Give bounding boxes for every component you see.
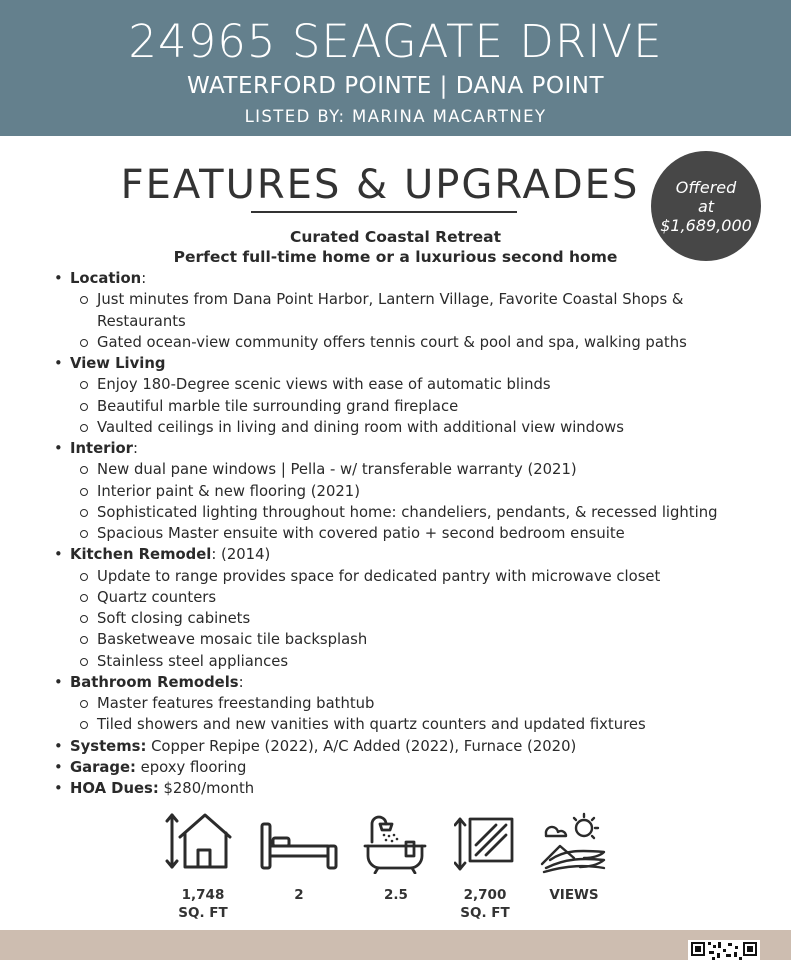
title-underline (251, 211, 517, 213)
community-name: WATERFORD POINTE | DANA POINT (186, 73, 605, 99)
section-label: Location (70, 270, 142, 287)
bedrooms-value: 2 (294, 887, 304, 903)
features-list (70, 268, 770, 799)
feature-item: Interior paint & new flooring (2021) (97, 481, 770, 502)
lot-size-unit: SQ. FT (460, 905, 510, 921)
feature-item: Soft closing cabinets (97, 608, 770, 629)
feature-section (70, 438, 770, 459)
feature-item: Enjoy 180-Degree scenic views with ease of automatic blinds (97, 374, 770, 395)
sqft-unit: SQ. FT (178, 905, 228, 921)
feature-section (70, 672, 770, 693)
offer-at-label: at (697, 196, 715, 216)
feature-item: Gated ocean-view community offers tennis court & pool and spa, walking paths (97, 332, 770, 353)
feature-section (70, 544, 770, 565)
feature-item: Vaulted ceilings in living and dining room with additional view windows (97, 417, 770, 438)
feature-item: Basketweave mosaic tile backsplash (97, 629, 770, 650)
section-detail: epoxy flooring (135, 758, 247, 776)
lot-size-icon (454, 814, 516, 874)
sqft-stat (163, 886, 243, 922)
qr-code[interactable] (688, 940, 760, 960)
tagline: Curated Coastal Retreat (289, 228, 502, 246)
section-label: Interior (70, 440, 133, 457)
feature-item: Spacious Master ensuite with covered patio + second bedroom ensuite (97, 523, 770, 544)
feature-item: Tiled showers and new vanities with quartz counters and updated fixtures (97, 714, 770, 735)
header-banner (0, 0, 791, 136)
section-label: Bathroom Remodels (70, 673, 239, 691)
bathtub-icon (362, 812, 428, 874)
section-label: Systems: (70, 737, 147, 755)
feature-item: Sophisticated lighting throughout home: chandeliers, pendants, & recessed lighting (97, 502, 770, 523)
bedrooms-stat (279, 886, 319, 904)
views-label: VIEWS (549, 887, 599, 903)
section-detail: : (141, 270, 147, 287)
views-stat (534, 886, 614, 904)
feature-item: Master features freestanding bathtub (97, 693, 770, 714)
section-label: View Living (70, 355, 166, 372)
feature-item: Beautiful marble tile surrounding grand fireplace (97, 396, 770, 417)
feature-item: Quartz counters (97, 587, 770, 608)
feature-item: Update to range provides space for dedicated pantry with microwave closet (97, 566, 770, 587)
section-label: HOA Dues: (70, 780, 159, 797)
feature-item: Stainless steel appliances (97, 651, 770, 672)
sub-tagline: Perfect full-time home or a luxurious second home (173, 248, 618, 266)
section-detail: Copper Repipe (2022), A/C Added (2022), Furnace (2020) (146, 737, 577, 755)
ocean-view-icon (540, 812, 608, 874)
page-title: FEATURES & UPGRADES (120, 162, 640, 208)
feature-section (70, 268, 770, 289)
offer-price: $1,689,000 (660, 215, 752, 235)
bathrooms-value: 2.5 (384, 887, 408, 903)
section-detail: : (238, 673, 244, 691)
section-detail: : (132, 440, 138, 457)
feature-section (70, 736, 770, 757)
section-label: Kitchen Remodel (70, 546, 212, 564)
feature-item: New dual pane windows | Pella - w/ transferable warranty (2021) (97, 459, 770, 480)
footer-band (0, 930, 791, 960)
lot-size-value: 2,700 (463, 887, 507, 903)
section-detail: : (2014) (211, 546, 271, 564)
feature-section (70, 353, 770, 374)
section-detail: $280/month (158, 780, 255, 797)
listing-agent: LISTED BY: MARINA MACARTNEY (244, 107, 547, 126)
sqft-value: 1,748 (181, 887, 225, 903)
house-icon (164, 810, 236, 872)
feature-section (70, 778, 770, 799)
offer-label: Offered (675, 177, 737, 197)
section-label: Garage: (70, 758, 136, 776)
feature-item: Just minutes from Dana Point Harbor, Lantern Village, Favorite Coastal Shops & Restaurants (97, 289, 770, 332)
bathrooms-stat (376, 886, 416, 904)
property-address: 24965 SEAGATE DRIVE (128, 15, 663, 68)
lot-size-stat (445, 886, 525, 922)
feature-section (70, 757, 770, 778)
bed-icon (260, 822, 338, 870)
